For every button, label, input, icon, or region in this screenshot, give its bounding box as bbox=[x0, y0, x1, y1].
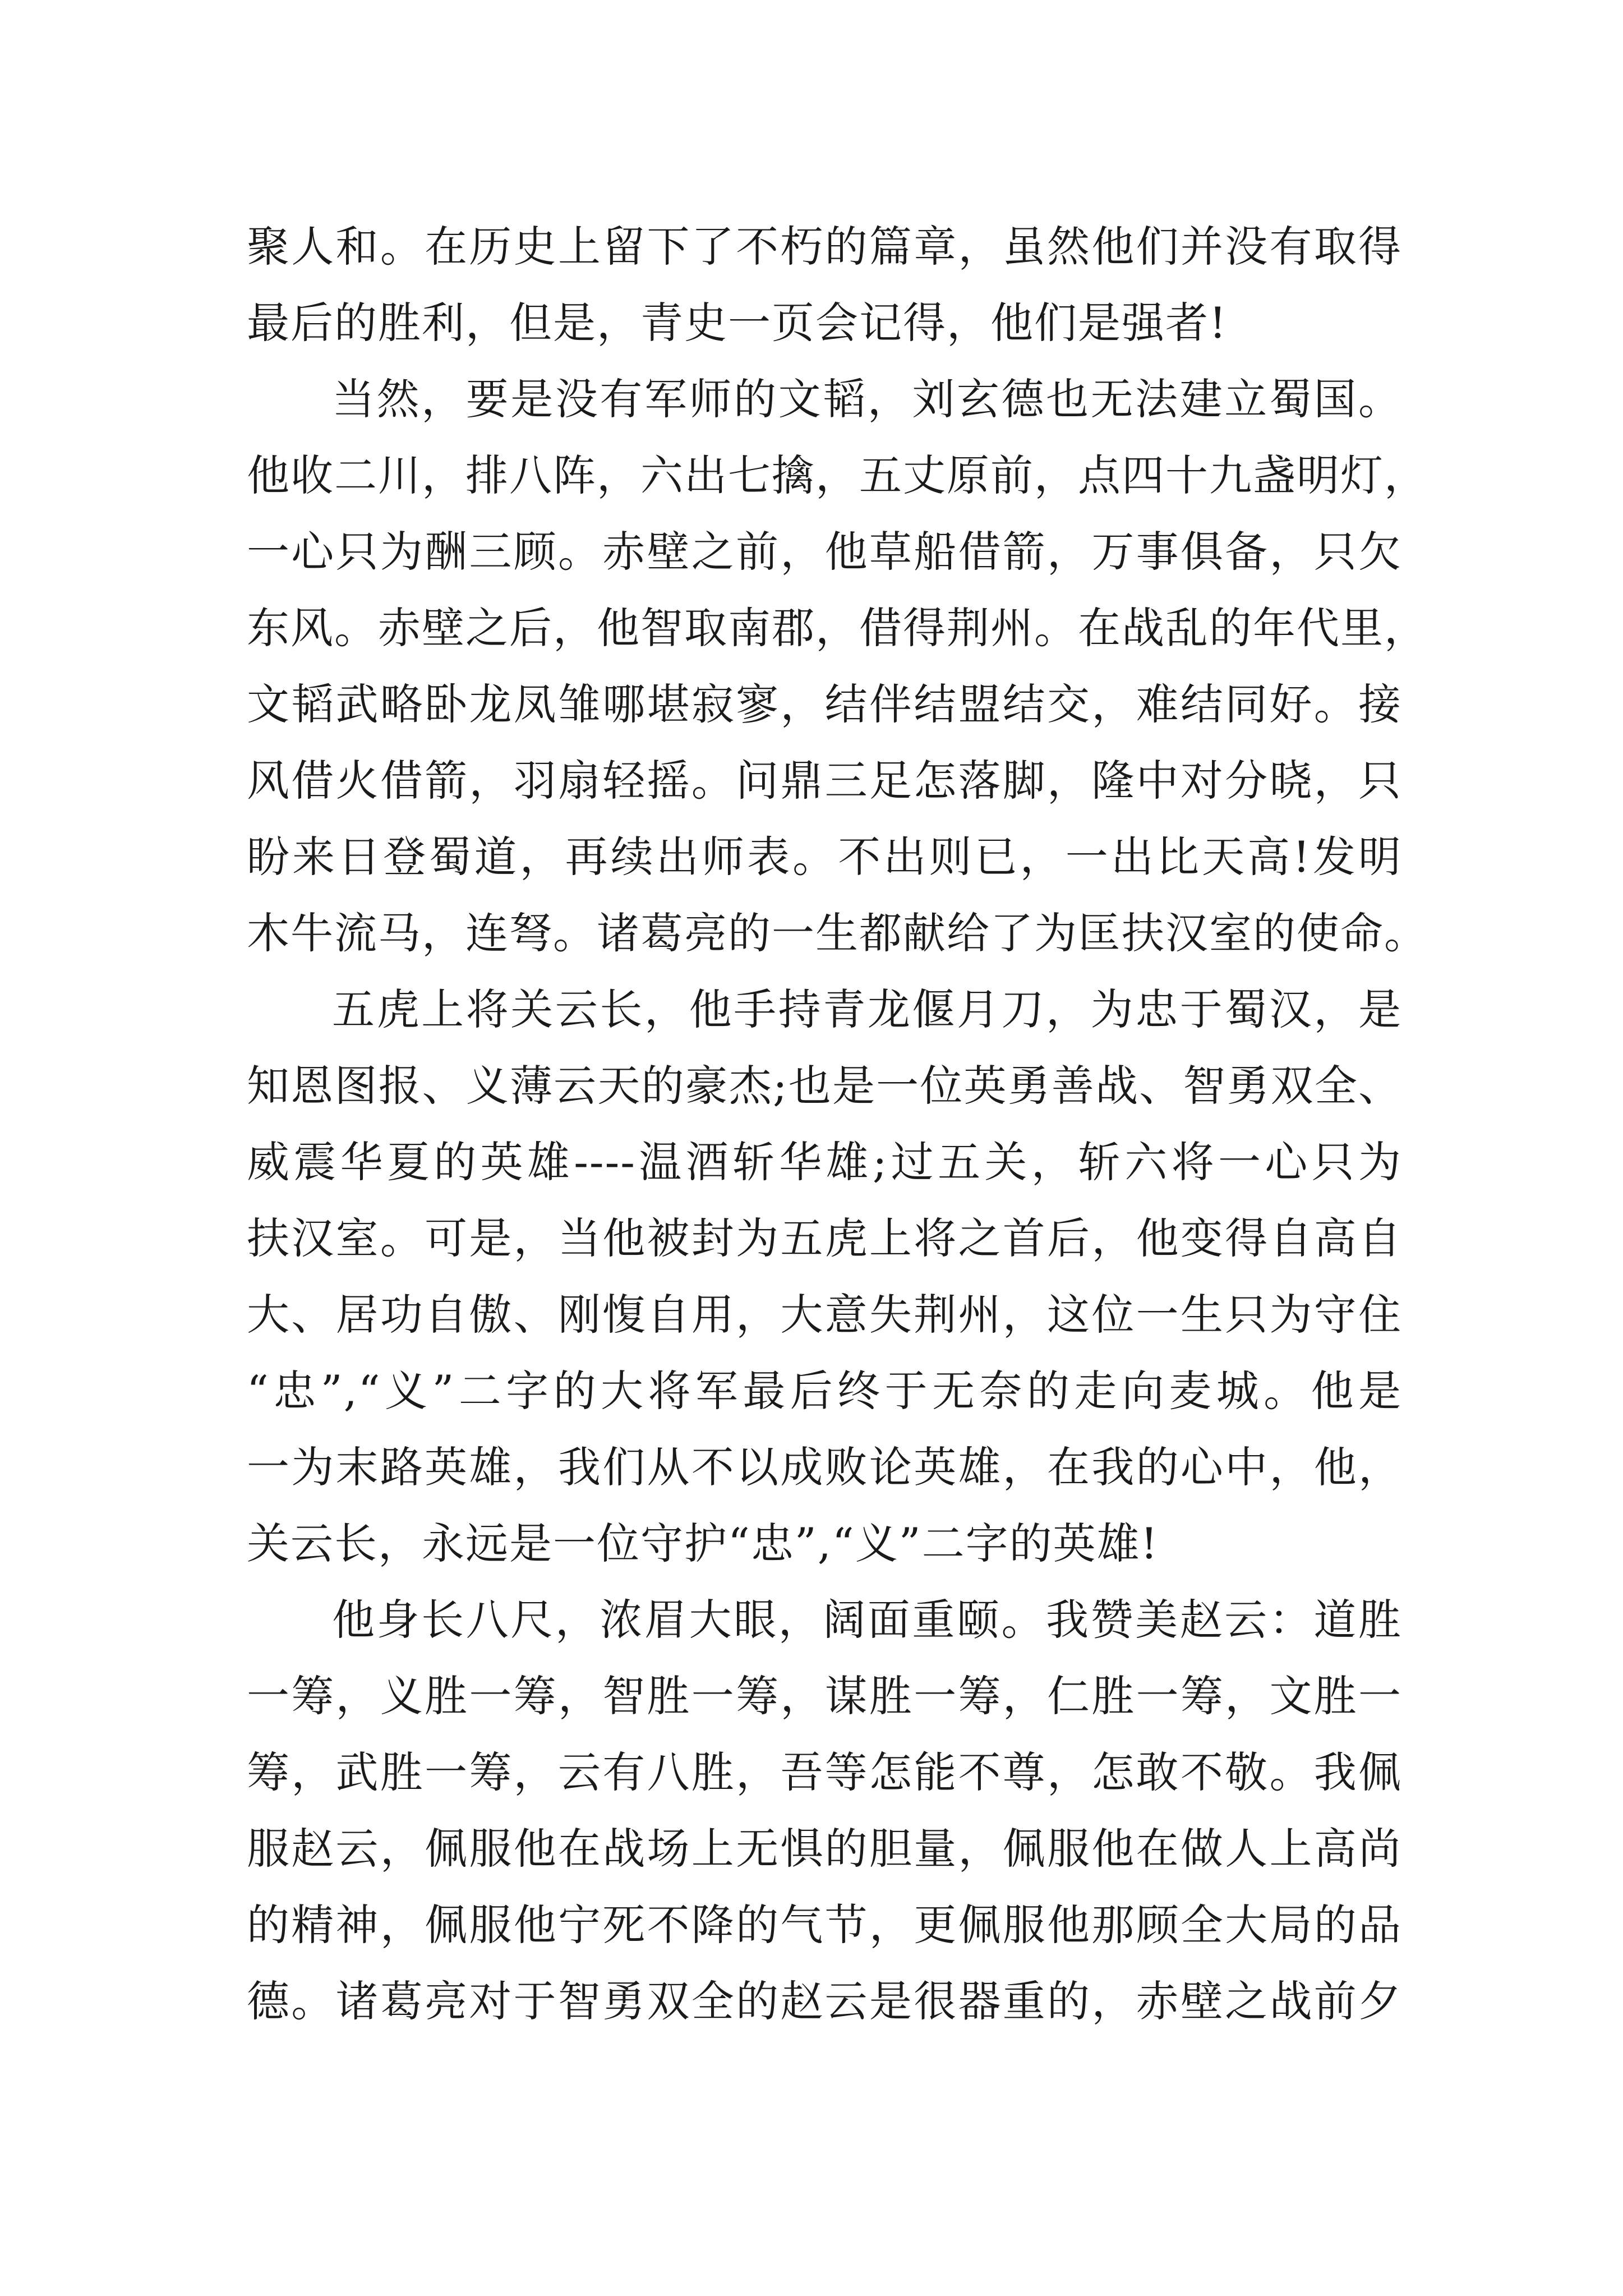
text-line: “忠”,“义”二字的大将军最后终于无奈的走向麦城。他是 bbox=[247, 1366, 1402, 1416]
text-line: 大、居功自傲、刚愎自用，大意失荆州，这位一生只为守住 bbox=[247, 1290, 1402, 1340]
text-line: 服赵云，佩服他在战场上无惧的胆量，佩服他在做人上高尚 bbox=[247, 1824, 1402, 1874]
text-line: 他收二川，排八阵，六出七擒，五丈原前，点四十九盏明灯， bbox=[247, 450, 1428, 500]
paragraph-3 bbox=[247, 972, 1402, 1582]
paragraph-4 bbox=[247, 1582, 1402, 2040]
text-line: 一为末路英雄，我们从不以成败论英雄，在我的心中，他， bbox=[247, 1442, 1402, 1492]
text-line: 五虎上将关云长，他手持青龙偃月刀，为忠于蜀汉，是 bbox=[332, 984, 1402, 1034]
text-line: 德。诸葛亮对于智勇双全的赵云是很器重的，赤壁之战前夕 bbox=[247, 1976, 1402, 2026]
text-line: 关云长，永远是一位守护“忠”,“义”二字的英雄! bbox=[247, 1519, 1159, 1568]
text-line: 的精神，佩服他宁死不降的气节，更佩服他那顾全大局的品 bbox=[247, 1900, 1402, 1950]
text-line: 最后的胜利，但是，青史一页会记得，他们是强者! bbox=[247, 298, 1228, 348]
text-line: 他身长八尺，浓眉大眼，阔面重颐。我赞美赵云：道胜 bbox=[332, 1595, 1402, 1645]
text-line: 东风。赤壁之后，他智取南郡，借得荆州。在战乱的年代里， bbox=[247, 603, 1428, 653]
text-line: 聚人和。在历史上留下了不朽的篇章，虽然他们并没有取得 bbox=[247, 222, 1402, 272]
text-line: 盼来日登蜀道，再续出师表。不出则已，一出比天高!发明 bbox=[247, 832, 1402, 882]
text-line: 一心只为酬三顾。赤壁之前，他草船借箭，万事俱备，只欠 bbox=[247, 527, 1402, 577]
text-line: 扶汉室。可是，当他被封为五虎上将之首后，他变得自高自 bbox=[247, 1213, 1402, 1263]
text-line: 威震华夏的英雄----温酒斩华雄;过五关，斩六将一心只为 bbox=[247, 1137, 1402, 1187]
text-line: 文韬武略卧龙凤雏哪堪寂寥，结伴结盟结交，难结同好。接 bbox=[247, 679, 1402, 729]
paragraph-1 bbox=[247, 209, 1402, 361]
text-line: 知恩图报、义薄云天的豪杰;也是一位英勇善战、智勇双全、 bbox=[247, 1061, 1402, 1111]
text-line: 木牛流马，连弩。诸葛亮的一生都献给了为匡扶汉室的使命。 bbox=[247, 908, 1428, 958]
text-line: 筹，武胜一筹，云有八胜，吾等怎能不尊，怎敢不敬。我佩 bbox=[247, 1747, 1402, 1797]
text-line: 风借火借箭，羽扇轻摇。问鼎三足怎落脚，隆中对分晓，只 bbox=[247, 756, 1402, 806]
body-text bbox=[247, 209, 1428, 2040]
paragraph-2 bbox=[247, 361, 1428, 972]
text-line: 一筹，义胜一筹，智胜一筹，谋胜一筹，仁胜一筹，文胜一 bbox=[247, 1671, 1402, 1721]
text-line: 当然，要是没有军师的文韬，刘玄德也无法建立蜀国。 bbox=[332, 374, 1402, 424]
